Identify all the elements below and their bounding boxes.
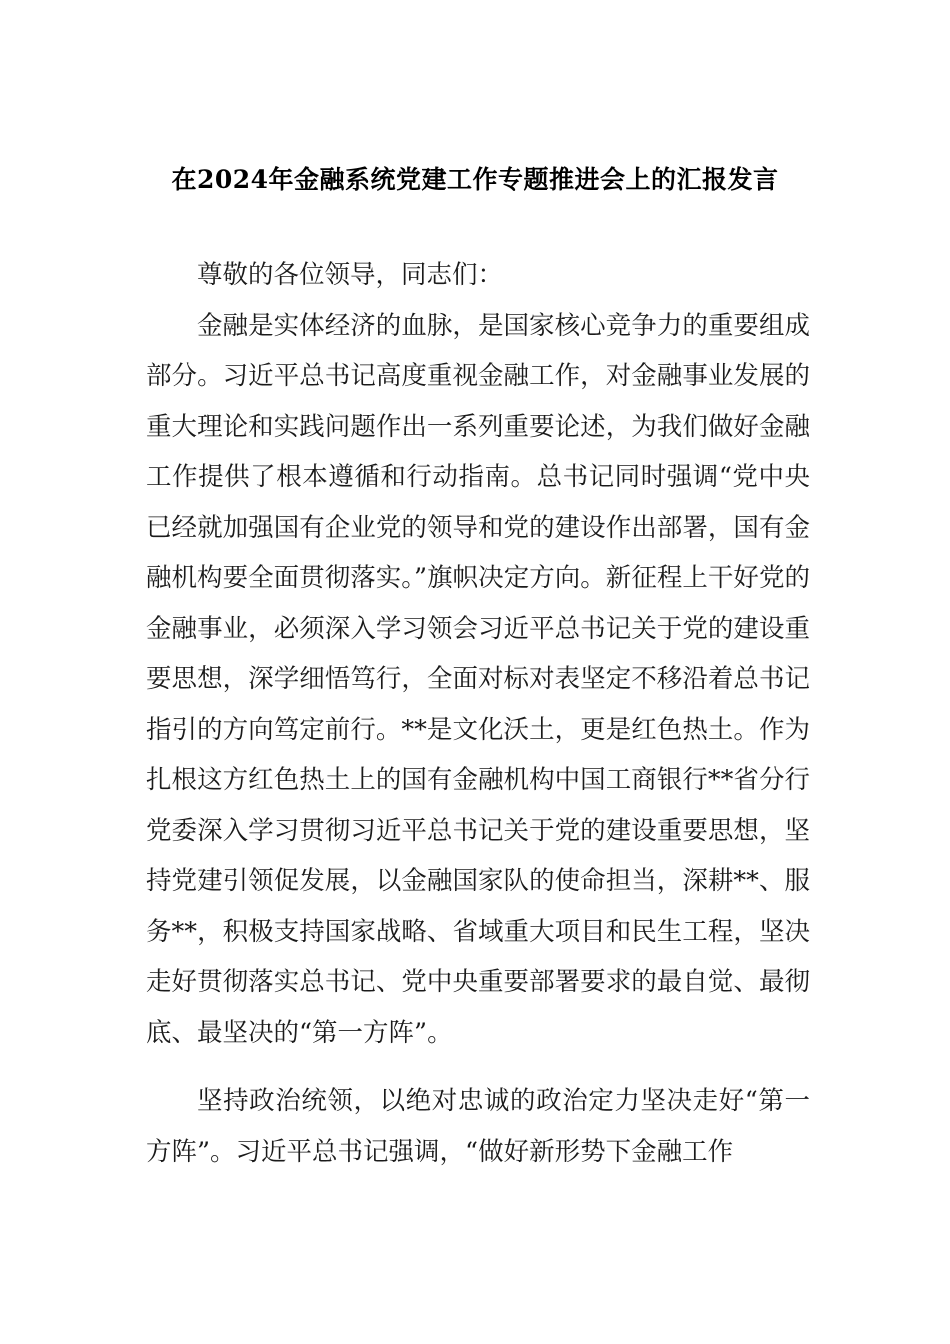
document-title: 在2024年金融系统党建工作专题推进会上的汇报发言 [171, 165, 779, 194]
paragraph-2: 坚持政治统领，以绝对忠诚的政治定力坚决走好“第一方阵”。习近平总书记强调，“做好新形势下金融工作 [146, 1086, 810, 1167]
document-body [146, 250, 810, 1177]
salutation: 尊敬的各位领导，同志们： [197, 260, 504, 290]
paragraph-1: 金融是实体经济的血脉，是国家核心竞争力的重要组成部分。习近平总书记高度重视金融工作，对金融事业发展的重大理论和实践问题作出一系列重要论述，为我们做好金融工作提供了根本遵循和行动指南。总书记同时强调“党中央已经就加强国有企业党的领导和党的建设作出部署，国有金融机构要全面贯彻落实。”旗帜决定方向。新征程上干好党的金融事业，必须深入学习领会习近平总书记关于党的建设重要思想，深学细悟笃行，全面对标对表坚定不移沿着总书记指引的方向笃定前行。**是文化沃土，更是红色热土。作为扎根这方红色热土上的国有金融机构中国工商银行**省分行党委深入学习贯彻习近平总书记关于党的建设重要思想，坚持党建引领促发展，以金融国家队的使命担当，深耕**、服务**，积极支持国家战略、省域重大项目和民生工程，坚决走好贯彻落实总书记、党中央重要部署要求的最自觉、最彻底、最坚决的“第一方阵”。 [146, 310, 810, 1048]
